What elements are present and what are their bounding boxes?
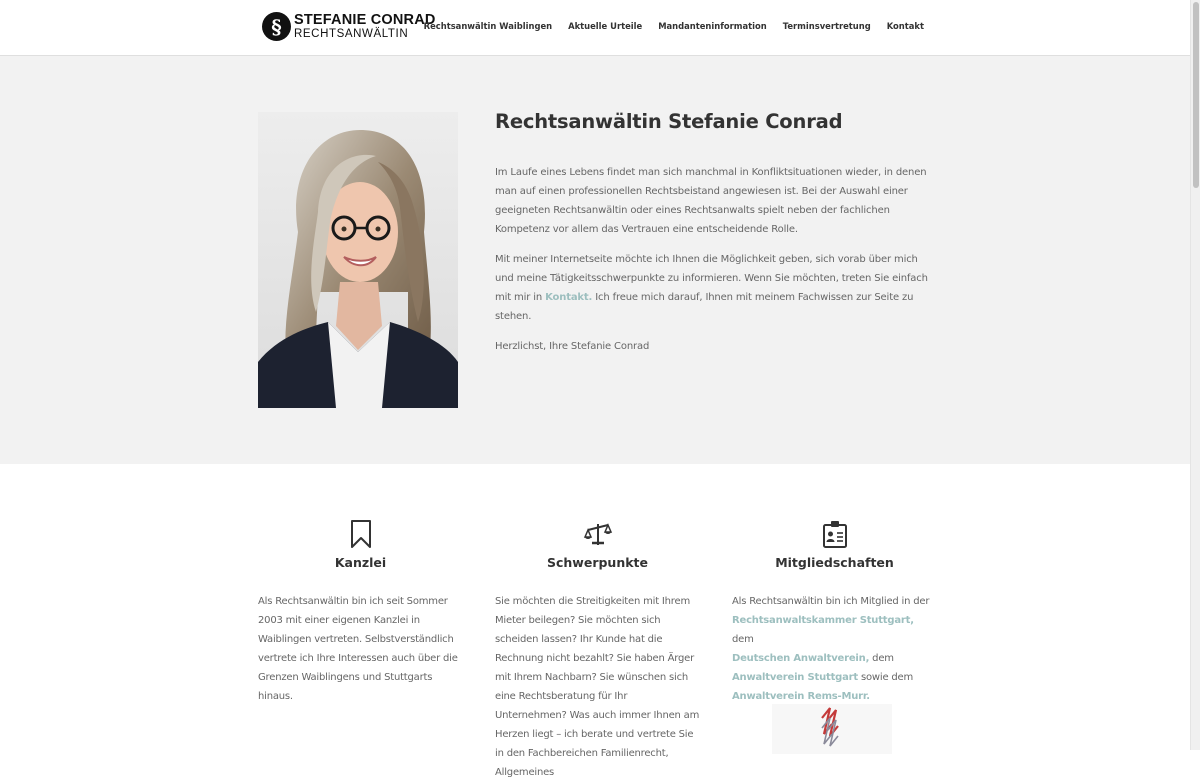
nav-item-terminsvertretung[interactable]: Terminsvertretung [782, 21, 871, 31]
intro-paragraph-2 [495, 250, 935, 326]
scales-icon [584, 519, 612, 549]
intro-signoff: Herzlichst, Ihre Stefanie Conrad [495, 341, 650, 352]
paragraph-icon: § [262, 12, 291, 41]
page-scrollbar[interactable] [1190, 0, 1200, 750]
column-text-mitgliedschaften [732, 592, 937, 706]
intro-paragraph-1: Im Laufe eines Lebens findet man sich manchmal in Konfliktsituationen wieder, in denen man auf einen professionellen Rechtsbeistand angewiesen ist. Bei der Auswahl einer geeigneten Rechtsanwältin oder eines Rechtsanwalts spielt neben der fachlichen Kompetenz vor allem das Vertrauen eine entscheidende Rolle. [495, 167, 927, 235]
site-logo[interactable] [262, 12, 436, 41]
column-title-kanzlei: Kanzlei [334, 555, 387, 570]
mitglied-sep-1: dem [732, 634, 754, 645]
hero-section [0, 55, 1190, 464]
kontakt-link[interactable]: Kontakt. [545, 292, 593, 303]
site-header [0, 0, 1190, 55]
column-mitgliedschaften [732, 519, 937, 706]
bookmark-icon [347, 519, 375, 549]
logo-text [294, 13, 436, 41]
intro-paragraph-2-text: Mit meiner Internetseite möchte ich Ihnen die Möglichkeit geben, sich vorab über mich und meine Tätigkeitsschwerpunkte zu informieren. Wenn Sie möchten, treten Sie einfach mit mir in [495, 254, 928, 303]
scrollbar-thumb[interactable] [1193, 2, 1199, 188]
logo-subtitle: RECHTSANWÄLTIN [294, 27, 409, 40]
feature-columns [0, 464, 1190, 778]
column-kanzlei [258, 519, 463, 706]
column-title-mitgliedschaften: Mitgliedschaften [775, 555, 894, 570]
nav-item-rechtsanwaeltin-waiblingen[interactable]: Rechtsanwältin Waiblingen [423, 21, 553, 31]
mitglied-sep-2: dem [869, 653, 894, 664]
intro-text [495, 110, 935, 367]
deutscher-anwaltverein-link[interactable]: Deutschen Anwaltverein, [732, 653, 870, 664]
intro-paragraph-2-text-end: Ich freue mich darauf, Ihnen mit meinem Fachwissen zur Seite zu stehen. [495, 292, 914, 322]
anwaltverein-logo[interactable] [772, 704, 892, 754]
column-title-schwerpunkte: Schwerpunkte [546, 555, 648, 570]
mitglied-intro: Als Rechtsanwältin bin ich Mitglied in der [732, 596, 930, 607]
rechtsanwaltskammer-link[interactable]: Rechtsanwaltskammer Stuttgart, [732, 615, 914, 626]
anwaltverein-rems-murr-link[interactable]: Anwaltverein Rems-Murr. [732, 691, 870, 702]
id-card-icon [821, 519, 849, 549]
column-text-schwerpunkte: Sie möchten die Streitigkeiten mit Ihrem Mieter beilegen? Sie möchten sich scheiden lassen? Ihr Kunde hat die Rechnung nicht bezahlt? Sie haben Ärger mit Ihrem Nachbarn? Sie wünschen sich eine Rechtsberatung für Ihr Unternehmen? Was auch immer Ihnen am Herzen liegt – ich berate und vertrete Sie in den Fachbereichen Familienrecht, Allgemeines [495, 596, 700, 778]
column-schwerpunkte [495, 519, 700, 782]
nav-item-kontakt[interactable]: Kontakt [886, 21, 924, 31]
portrait-photo [258, 112, 458, 408]
logo-name: STEFANIE CONRAD [294, 11, 436, 28]
anwaltverein-stuttgart-link[interactable]: Anwaltverein Stuttgart [732, 672, 858, 683]
mitglied-sep-3: sowie dem [857, 672, 914, 683]
nav-item-mandanteninformation[interactable]: Mandanteninformation [658, 21, 767, 31]
nav-item-aktuelle-urteile[interactable]: Aktuelle Urteile [568, 21, 643, 31]
main-nav [424, 21, 924, 31]
page-title: Rechtsanwältin Stefanie Conrad [495, 110, 843, 133]
column-text-kanzlei: Als Rechtsanwältin bin ich seit Sommer 2003 mit einer eigenen Kanzlei in Waiblingen vertreten. Selbstverständlich vertrete ich Ihre Interessen auch über die Grenzen Waiblingens und Stuttgarts hinaus. [258, 596, 458, 702]
